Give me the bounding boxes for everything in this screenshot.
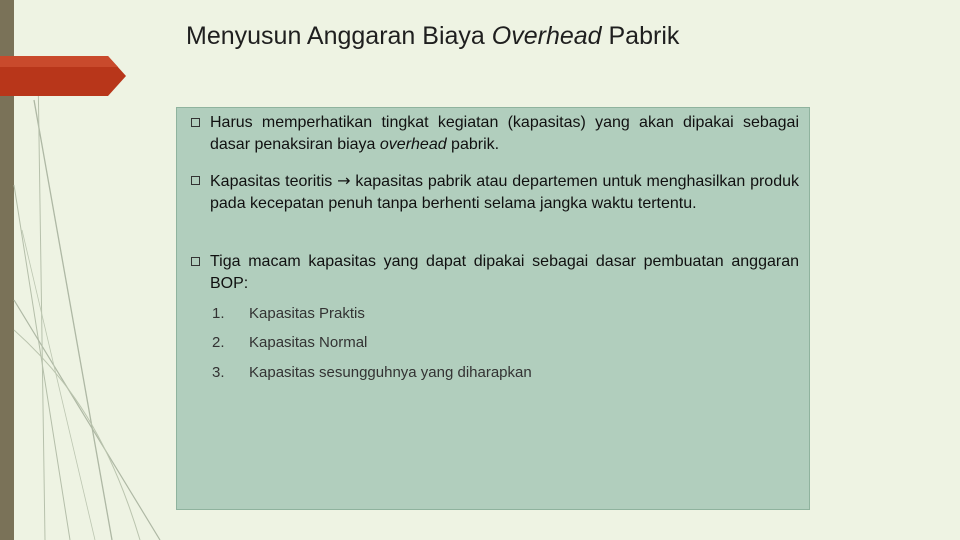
decor-line — [14, 300, 160, 540]
item-number: 2. — [212, 334, 225, 351]
numbered-item — [212, 363, 532, 383]
bullet-item — [191, 251, 799, 295]
bullet-text: Tiga macam kapasitas yang dapat dipakai sebagai dasar pembuatan anggaran BOP: — [210, 253, 799, 292]
arrow-right-icon: → — [337, 171, 351, 190]
checkbox-bullet-icon — [191, 176, 200, 185]
item-label: Kapasitas Normal — [249, 334, 368, 351]
bullet-item — [191, 112, 799, 156]
item-number: 1. — [212, 305, 225, 322]
checkbox-bullet-icon — [191, 118, 200, 127]
numbered-item — [212, 333, 367, 353]
decor-line — [34, 100, 112, 540]
item-number: 3. — [212, 364, 225, 381]
checkbox-bullet-icon — [191, 257, 200, 266]
bullet-text: Harus memperhatikan tingkat kegiatan (kapasitas) yang akan dipakai sebagai dasar penaksiran biaya overhead pabrik. — [210, 114, 799, 153]
numbered-item — [212, 304, 365, 324]
content-box — [176, 107, 810, 510]
decor-curve — [14, 330, 140, 540]
item-label: Kapasitas sesungguhnya yang diharapkan — [249, 364, 532, 381]
bullet-item — [191, 170, 799, 215]
slide-title: Menyusun Anggaran Biaya Overhead Pabrik — [186, 22, 680, 50]
accent-tab-highlight — [0, 56, 118, 67]
bullet-text: Kapasitas teoritis → kapasitas pabrik atau departemen untuk menghasilkan produk pada kecepatan penuh tanpa berhenti selama jangka waktu tertentu. — [210, 171, 799, 212]
item-label: Kapasitas Praktis — [249, 305, 365, 322]
